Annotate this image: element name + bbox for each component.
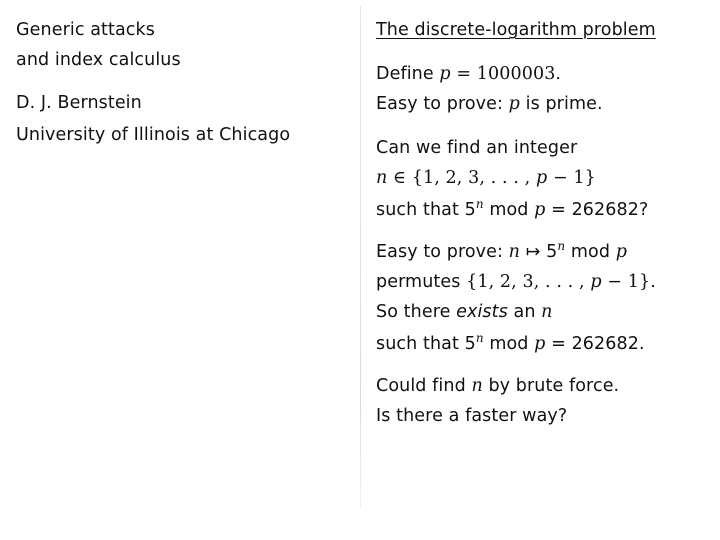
author-name: D. J. Bernstein <box>16 93 142 113</box>
question-condition-line: such that 5$^n$ mod p = 262682? <box>376 197 649 220</box>
easy-prime-line: Easy to prove: p is prime. <box>376 94 603 114</box>
brute-force-line: Could find n by brute force. <box>376 376 620 396</box>
question-line1: Can we find an integer <box>376 138 578 158</box>
faster-way-line: Is there a faster way? <box>376 406 568 426</box>
talk-title-line2: and index calculus <box>16 50 181 70</box>
exists-line: So there exists an n <box>376 302 553 322</box>
slide-heading: The discrete-logarithm problem <box>376 20 656 40</box>
author-affiliation: University of Illinois at Chicago <box>16 125 291 145</box>
question-set-line: n ∈ {1, 2, 3, . . . , p − 1} <box>376 168 596 188</box>
easy-map-line: Easy to prove: n ↦ 5$^n$ mod p <box>376 239 628 262</box>
define-line: Define p = 1000003. <box>376 64 562 84</box>
talk-title-line1: Generic attacks <box>16 20 155 40</box>
column-divider <box>360 6 361 509</box>
such-that-line: such that 5$^n$ mod p = 262682. <box>376 331 645 354</box>
permutes-line: permutes {1, 2, 3, . . . , p − 1}. <box>376 272 656 292</box>
